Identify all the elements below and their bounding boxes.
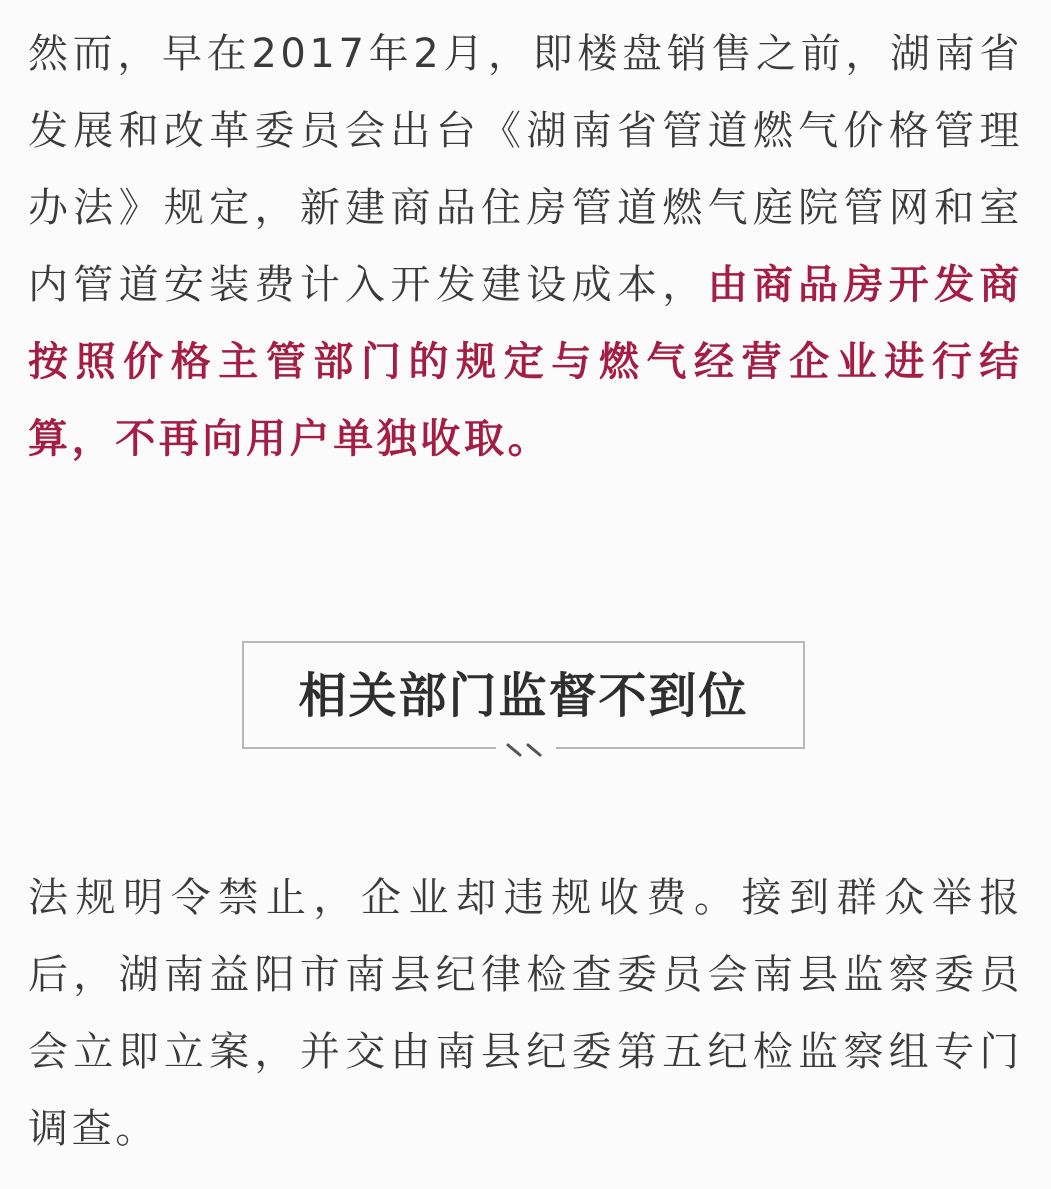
article-paragraph-1 xyxy=(28,16,1023,478)
paragraph-1-text: 然而，早在2017年2月，即楼盘销售之前，湖南省发展和改革委员会出台《湖南省管道燃气价格管理办法》规定，新建商品住房管道燃气庭院管网和室内管道安装费计入开发建设成本， xyxy=(28,31,1023,308)
section-heading-title: 相关部门监督不到位 xyxy=(298,668,749,724)
section-heading-box xyxy=(242,641,805,749)
decorative-slash-icon xyxy=(496,743,556,757)
article-paragraph-2: 法规明令禁止，企业却违规收费。接到群众举报后，湖南益阳市南县纪律检查委员会南县监察委员会立即立案，并交由南县纪委第五纪检监察组专门调查。 xyxy=(28,875,1023,1152)
paragraph-1-highlight: 由商品房开发商按照价格主管部门的规定与燃气经营企业进行结算，不再向用户单独收取。 xyxy=(28,262,1024,462)
